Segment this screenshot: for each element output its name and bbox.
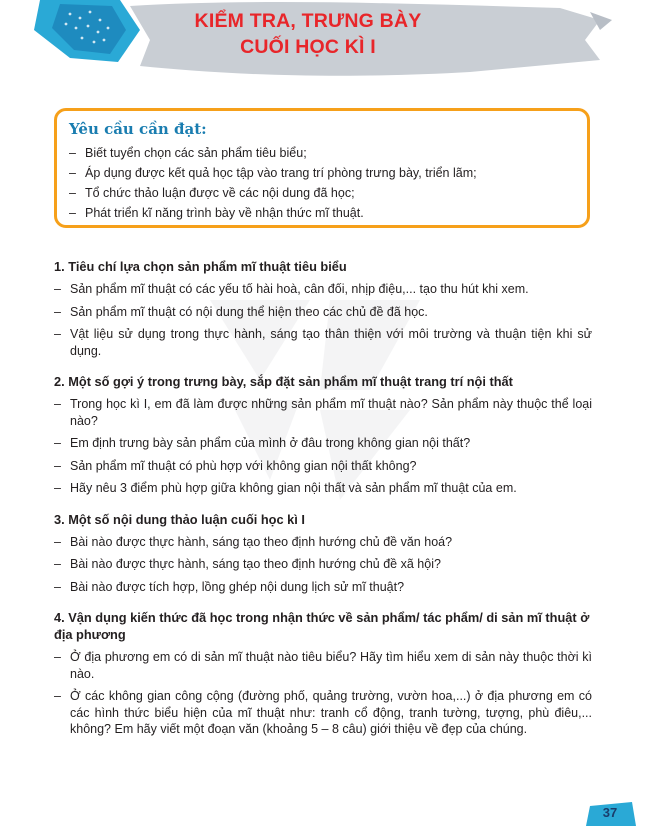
dash-bullet: – — [54, 304, 61, 319]
dash-bullet: – — [69, 166, 76, 180]
section-title: 2. Một số gợi ý trong trưng bày, sắp đặt sản phẩm mĩ thuật trang trí nội thất — [54, 374, 513, 389]
list-item-text: Sản phẩm mĩ thuật có phù hợp với không gian nội thất không? — [70, 458, 417, 473]
section-1 — [54, 258, 592, 359]
page-title — [150, 8, 466, 60]
section-3 — [54, 511, 592, 596]
list-item-text: Em định trưng bày sản phẩm của mình ở đâu trong không gian nội thất? — [70, 436, 471, 450]
list-item — [54, 326, 592, 359]
dash-bullet: – — [54, 327, 61, 341]
chapter-header — [0, 0, 652, 80]
dash-bullet: – — [54, 458, 61, 473]
list-item — [54, 688, 592, 738]
dash-bullet: – — [69, 146, 76, 160]
list-item-text: Hãy nêu 3 điểm phù hợp giữa không gian nội thất và sản phẩm mĩ thuật của em. — [70, 481, 517, 495]
list-item — [54, 458, 592, 475]
dash-bullet: – — [54, 650, 61, 664]
dash-bullet: – — [54, 579, 61, 594]
list-item-text: Bài nào được thực hành, sáng tạo theo định hướng chủ đề xã hội? — [70, 557, 441, 571]
requirements-title: Yêu cầu cần đạt: — [69, 120, 207, 138]
section-title: 3. Một số nội dung thảo luận cuối học kì I — [54, 511, 305, 527]
requirement-item — [69, 163, 575, 183]
list-item — [54, 534, 592, 551]
page-number: 37 — [602, 805, 618, 820]
dash-bullet: – — [54, 689, 61, 703]
list-item — [54, 304, 592, 321]
list-item-text: Ở địa phương em có di sản mĩ thuật nào tiêu biểu? Hãy tìm hiểu xem di sản này thuộc thời kì nào. — [70, 650, 592, 681]
requirement-item — [69, 183, 575, 203]
requirement-text: Biết tuyển chọn các sản phẩm tiêu biểu; — [85, 146, 307, 160]
requirement-text: Tổ chức thảo luận được về các nội dung đã học; — [85, 186, 355, 200]
list-item-text: Bài nào được thực hành, sáng tạo theo định hướng chủ đề văn hoá? — [70, 534, 453, 549]
requirement-item — [69, 143, 575, 163]
dash-bullet: – — [54, 557, 61, 571]
dash-bullet: – — [54, 436, 61, 450]
list-item — [54, 281, 592, 298]
main-content — [54, 258, 592, 746]
list-item — [54, 579, 592, 596]
title-line-1: KIỂM TRA, TRƯNG BÀY — [194, 10, 422, 32]
dash-bullet: – — [54, 397, 61, 411]
list-item-text: Bài nào được tích hợp, lồng ghép nội dung lịch sử mĩ thuật? — [70, 579, 405, 594]
list-item-text: Vật liệu sử dụng trong thực hành, sáng tạo thân thiện với môi trường và thuận tiện khi sử dụng. — [70, 327, 592, 358]
list-item — [54, 396, 592, 429]
requirement-item — [69, 203, 575, 223]
section-2 — [54, 373, 592, 497]
dash-bullet: – — [54, 282, 61, 296]
requirement-text: Phát triển kĩ năng trình bày về nhận thức mĩ thuật. — [85, 206, 364, 220]
list-item — [54, 435, 592, 452]
dash-bullet: – — [69, 186, 76, 200]
list-item — [54, 649, 592, 682]
requirements-box — [54, 108, 590, 228]
dash-bullet: – — [54, 534, 61, 549]
list-item-text: Sản phẩm mĩ thuật có nội dung thể hiện theo các chủ đề đã học. — [70, 304, 428, 319]
requirement-text: Áp dụng được kết quả học tập vào trang trí phòng trưng bày, triển lãm; — [85, 166, 477, 180]
list-item — [54, 556, 592, 573]
section-title: 1. Tiêu chí lựa chọn sản phẩm mĩ thuật tiêu biểu — [54, 259, 347, 274]
list-item — [54, 480, 592, 497]
section-title: 4. Vận dụng kiến thức đã học trong nhận thức về sản phẩm/ tác phẩm/ di sản mĩ thuật ở địa phương — [54, 610, 590, 642]
dash-bullet: – — [54, 481, 61, 495]
list-item-text: Trong học kì I, em đã làm được những sản phẩm mĩ thuật nào? Sản phẩm này thuộc thể loại nào? — [70, 397, 592, 428]
list-item-text: Sản phẩm mĩ thuật có các yếu tố hài hoà, cân đối, nhịp điệu,... tạo thu hút khi xem. — [70, 282, 529, 296]
section-4 — [54, 609, 592, 738]
title-line-2: CUỐI HỌC KÌ I — [240, 36, 376, 58]
list-item-text: Ở các không gian công cộng (đường phố, quảng trường, vườn hoa,...) ở địa phương em có các hình thức biểu hiện của mĩ thuật như: tranh cổ động, tranh tường, tượng, phù điêu,... không? Em hãy viết một đoạn văn (khoảng 5 – 8 câu) giới thiệu về đẹp của chúng. — [70, 689, 592, 736]
dash-bullet: – — [69, 206, 76, 220]
